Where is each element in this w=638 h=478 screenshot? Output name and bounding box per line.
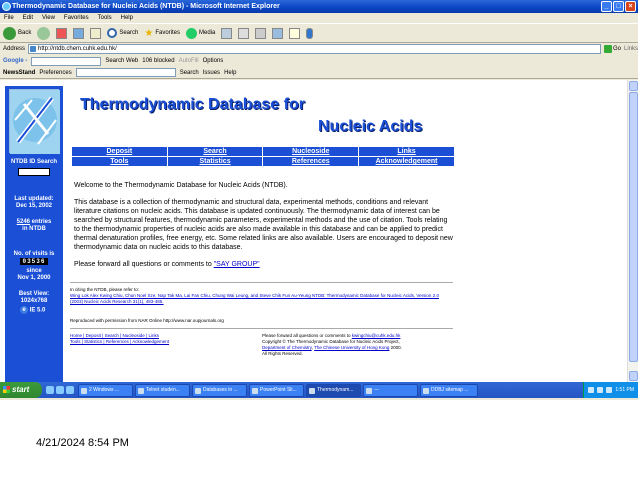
star-icon: ★: [144, 27, 154, 39]
nav-links[interactable]: Links: [359, 147, 455, 157]
desktop-quicklaunch-icon[interactable]: [66, 386, 74, 394]
quick-launch: [42, 386, 78, 394]
scroll-thumb[interactable]: [629, 92, 638, 362]
history-icon[interactable]: [221, 28, 232, 39]
window-title: Thermodynamic Database for Nucleic Acids (NTDB) - Microsoft Internet Explorer: [12, 3, 280, 10]
home-icon[interactable]: [90, 28, 101, 39]
best-view-label: Best View:: [18, 291, 50, 297]
entries-suffix: in NTDB: [22, 226, 46, 232]
refresh-icon[interactable]: [73, 28, 84, 39]
best-view-resolution: 1024x768: [20, 298, 48, 304]
search-web-button[interactable]: Search Web: [105, 58, 139, 64]
vertical-scrollbar[interactable]: [627, 80, 638, 382]
forward-button[interactable]: [37, 27, 50, 40]
citation-block: [70, 287, 453, 305]
go-button[interactable]: Go: [604, 45, 621, 53]
footer-contact: Please forward all questions or comments to kwingchiu@cuhk.edu.hk Copyright © The Thermodynamic Database for Nucleic Acids Project, Department of Chemistry, The Chinese University of Hong Kong 2000. All Rights Reserved.: [262, 333, 452, 357]
main-nav-table: [71, 146, 455, 167]
window-titlebar: [0, 0, 638, 13]
footer-links-row2[interactable]: Tools | Statistics | References | Acknowledgement: [70, 339, 170, 344]
options-button[interactable]: Options: [202, 58, 224, 64]
address-bar: [0, 43, 638, 55]
say-group-link[interactable]: "SAY GROUP": [213, 261, 260, 268]
footer-links-row1[interactable]: Home | Deposit | Search | Nucleoside | Links: [70, 333, 159, 338]
forward-paragraph: [74, 260, 454, 269]
menu-edit[interactable]: Edit: [22, 15, 34, 21]
menu-bar: [0, 13, 638, 23]
tray-icon[interactable]: [588, 387, 594, 393]
since-block: [5, 268, 63, 282]
issues-button[interactable]: Issues: [202, 69, 221, 76]
google-search-input[interactable]: [31, 57, 101, 66]
nav-statistics[interactable]: Statistics: [167, 157, 263, 167]
footer-links: [70, 333, 240, 345]
page-title-line2: Nucleic Acids: [318, 118, 423, 135]
volume-icon[interactable]: [606, 387, 612, 393]
univ-link[interactable]: The Chinese University of Hong Kong: [314, 345, 390, 350]
menu-tools[interactable]: Tools: [97, 15, 112, 21]
divider: [70, 282, 453, 283]
media-button[interactable]: Media: [186, 28, 215, 39]
tray-icon[interactable]: [597, 387, 603, 393]
links-button[interactable]: Links: [623, 46, 638, 52]
address-label: Address: [3, 46, 26, 52]
entries-label: entries: [31, 219, 52, 225]
task-windows[interactable]: 2 Windows ...: [78, 384, 133, 397]
favorites-button[interactable]: ★ Favorites: [144, 27, 181, 39]
ie-e-icon: e: [20, 306, 28, 314]
start-button[interactable]: start: [0, 382, 42, 398]
visits-label: No. of visits is: [13, 251, 55, 257]
id-search-input[interactable]: [18, 168, 50, 176]
menu-view[interactable]: View: [42, 15, 55, 21]
nav-nucleoside[interactable]: Nucleoside: [263, 147, 359, 157]
since-label: since: [26, 268, 42, 274]
reprint-note: Reproduced with permission from NAR Online http://www.nar.oupjournals.org: [70, 318, 224, 323]
print-icon[interactable]: [255, 28, 266, 39]
maximize-button[interactable]: □: [613, 1, 624, 12]
ntdb-logo: [9, 89, 59, 153]
last-updated-label: Last updated:: [14, 196, 54, 202]
scroll-up-button[interactable]: [629, 81, 638, 91]
page-icon: [30, 46, 36, 52]
window-controls: [601, 1, 636, 12]
discuss-icon[interactable]: [289, 28, 300, 39]
citation-link[interactable]: Wing Lok Alex Kwing Chiu, Chun Noel Sze, Nap Tak Ma, Lai Fan Chiu, Chung Wai Leung, and Steve Chik Fun Au-Yeung NTDB: Thermodynamic Database for Nucleic Acids, Version 2.0 (2003) Nucleic Acids Research 31(1), 483-485.: [70, 293, 439, 304]
best-view-browser: IE 5.0: [29, 307, 46, 314]
page-title-line1: Thermodynamic Database for: [80, 96, 305, 113]
left-sidebar: [5, 86, 63, 382]
menu-favorites[interactable]: Favorites: [63, 15, 89, 21]
best-view-block: [5, 291, 63, 305]
task-thermodynamic[interactable]: Thermodynam...: [306, 384, 361, 397]
ie-badge: [20, 306, 45, 314]
nav-acknowledgement[interactable]: Acknowledgement: [359, 157, 455, 167]
nav-deposit[interactable]: Deposit: [72, 147, 168, 157]
copyright-text: Copyright © The Thermodynamic Database for Nucleic Acids Project,: [262, 339, 400, 344]
back-button[interactable]: Back: [3, 27, 31, 40]
last-updated-date: Dec 15, 2002: [15, 203, 53, 209]
newsstand-search-input[interactable]: [76, 68, 176, 77]
last-updated-block: [5, 196, 63, 210]
autofill-button[interactable]: AutoFill: [178, 58, 199, 64]
stop-icon[interactable]: [56, 28, 67, 39]
minimize-button[interactable]: _: [601, 1, 612, 12]
address-input[interactable]: http://ntdb.chem.cuhk.edu.hk/: [28, 44, 601, 54]
back-arrow-icon: [3, 27, 16, 40]
newsstand-button[interactable]: NewsStand: [3, 69, 36, 76]
divider: [70, 328, 453, 329]
citation-intro: In citing the NTDB, please refer to:: [70, 287, 140, 292]
forward-arrow-icon: [37, 27, 50, 40]
windows-taskbar: [0, 382, 638, 398]
messenger-icon[interactable]: [306, 28, 313, 39]
slide-date: 4/21/2024 8:54 PM: [36, 437, 129, 449]
go-arrow-icon: [604, 45, 612, 53]
welcome-text: Welcome to the Thermodynamic Database for Nucleic Acids (NTDB).: [74, 182, 288, 189]
preferences-button[interactable]: Preferences: [39, 69, 72, 76]
entries-count-link[interactable]: 5246: [16, 219, 30, 225]
dept-link[interactable]: Department of Chemistry: [262, 345, 312, 350]
task-databases[interactable]: Databases in ...: [192, 384, 247, 397]
google-logo: Google -: [3, 58, 28, 64]
visit-counter: 03536: [20, 258, 48, 265]
task-telnet[interactable]: Telnet studen...: [135, 384, 190, 397]
windows-flag-icon: [3, 386, 10, 393]
system-tray: [583, 382, 638, 398]
clock: 1:51 PM: [615, 387, 634, 393]
task-cmd[interactable]: ---: [363, 384, 418, 397]
nar-link[interactable]: http://www.nar.oupjournals.org: [163, 318, 224, 323]
search-button[interactable]: Search: [107, 28, 138, 38]
mail-icon[interactable]: [238, 28, 249, 39]
standard-toolbar: [0, 23, 638, 43]
menu-file[interactable]: File: [4, 15, 14, 21]
since-date: Nov 1, 2000: [17, 275, 51, 281]
contact-email-link[interactable]: kwingchiu@cuhk.edu.hk: [351, 333, 401, 338]
description-text: This database is a collection of thermodynamic and structural data, experimental methods, conditions and relevant literature citations on nucleic acids. This database is updated continuously. The thermodynamic data of interest can be searched by structural features, thermodynamic parameters, experimental methods and the use of citation. Tools relating to the thermodynamic properties of nucleic acids are also made available in this database and can be applied to predict thermal denaturation profiles, free energy, etc. Some related links are also available. Users are encouraged to deposit new thermodynamic data on nucleic acids to this database.: [74, 199, 453, 251]
task-ddbj[interactable]: DDBJ sitemap ...: [420, 384, 478, 397]
newsstand-toolbar: [0, 67, 638, 79]
main-content: [74, 181, 454, 277]
id-search-label: NTDB ID Search: [10, 159, 57, 165]
nav-search[interactable]: Search: [167, 147, 263, 157]
web-page-viewport: [0, 80, 638, 382]
edit-icon[interactable]: [272, 28, 283, 39]
outlook-quicklaunch-icon[interactable]: [56, 386, 64, 394]
ie-quicklaunch-icon[interactable]: [46, 386, 54, 394]
dna-logo-icon: [10, 90, 60, 154]
google-toolbar: [0, 55, 638, 67]
media-icon: [186, 28, 197, 39]
menu-help[interactable]: Help: [120, 15, 133, 21]
scroll-down-button[interactable]: [629, 371, 638, 381]
help-button[interactable]: Help: [224, 69, 237, 76]
ns-search-button[interactable]: Search: [179, 69, 199, 76]
forward-text: Please forward all questions or comments to: [74, 261, 214, 268]
entries-block: [5, 219, 63, 233]
nav-references[interactable]: References: [263, 157, 359, 167]
close-button[interactable]: ×: [625, 1, 636, 12]
rights-text: All Rights Reserved.: [262, 351, 303, 356]
task-powerpoint[interactable]: PowerPoint Sli...: [249, 384, 304, 397]
magnifier-icon: [107, 28, 117, 38]
nav-tools[interactable]: Tools: [72, 157, 168, 167]
ie-logo-icon: [2, 2, 11, 11]
popup-blocked-counter[interactable]: 106 blocked: [142, 58, 175, 64]
